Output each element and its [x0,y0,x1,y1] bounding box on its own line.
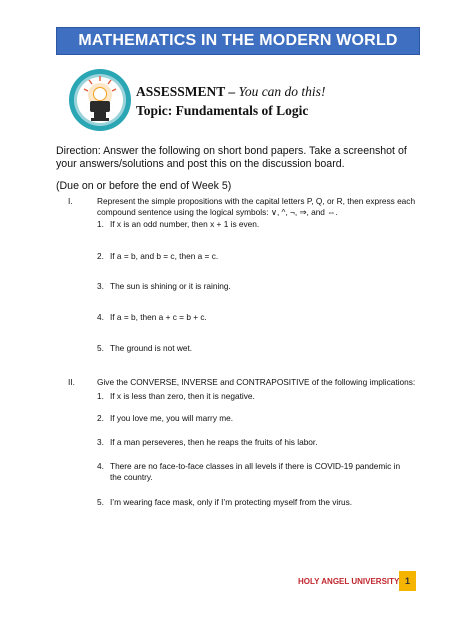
item-number: 3. [97,437,104,447]
assessment-heading [136,84,325,100]
item-number: 3. [97,281,104,291]
item-text: I’m wearing face mask, only if I’m protecting myself from the virus. [110,497,353,507]
item-number: 2. [97,251,104,261]
item-number: 1. [97,391,104,401]
section-number: I. [68,196,73,206]
due-date-text: (Due on or before the end of Week 5) [56,180,232,192]
page-banner [56,27,420,55]
item-number: 4. [97,312,104,322]
banner-title: MATHEMATICS IN THE MODERN WORLD [78,32,398,49]
item-number: 5. [97,497,104,507]
assessment-logo-icon [68,68,132,132]
assessment-tagline: You can do this! [238,84,326,99]
item-text: If you love me, you will marry me. [110,413,234,423]
item-text: If a = b, then a + c = b + c. [110,312,207,322]
item-text: If a = b, and b = c, then a = c. [110,251,219,261]
section-number: II. [68,377,75,387]
assessment-dash: – [225,84,239,99]
assessment-label: ASSESSMENT [136,84,226,99]
item-number: 4. [97,461,104,471]
item-text: If x is less than zero, then it is negative. [110,391,255,401]
page-number: 1 [404,576,410,586]
item-text: If a man perseveres, then he reaps the fruits of his labor. [110,437,318,447]
item-number: 2. [97,413,104,423]
section-instruction: Represent the simple propositions with the capital letters P, Q, or R, then express each compound sentence using the logical symbols: ∨, ^, ¬, ⇒, and ⇔. [97,196,416,217]
item-text: The ground is not wet. [110,343,193,353]
item-number: 5. [97,343,104,353]
item-number: 1. [97,219,104,229]
university-name: HOLY ANGEL UNIVERSITY [298,577,400,586]
item-text: The sun is shining or it is raining. [110,281,231,291]
topic-heading: Topic: Fundamentals of Logic [136,103,309,118]
direction-text: Direction: Answer the following on short bond papers. Take a screenshot of your answers/solutions and post this on the discussion board. [56,145,407,170]
page-number-badge [399,571,416,591]
section-instruction: Give the CONVERSE, INVERSE and CONTRAPOSITIVE of the following implications: [97,377,416,387]
item-text: If x is an odd number, then x + 1 is even. [110,219,260,229]
item-text: There are no face-to-face classes in all levels if there is COVID-19 pandemic in the country. [110,461,401,482]
